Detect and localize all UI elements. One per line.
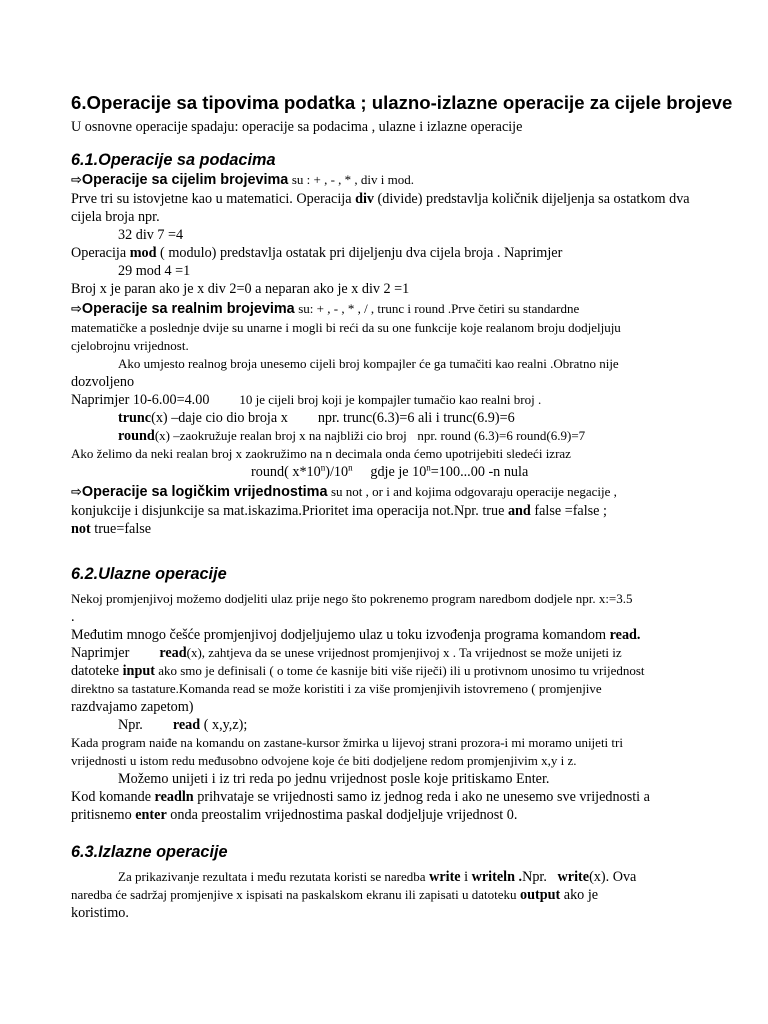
- paragraph-line: cjelobrojnu vrijednost.: [71, 338, 189, 353]
- text-span: Prve tri su istovjetne kao u matematici. Operacija: [71, 191, 352, 207]
- paragraph-line: direktno sa tastature.Komanda read se može koristiti i za više promjenjivih istovremeno ( promjenjive: [71, 681, 602, 696]
- text-span: Za prikazivanje rezultata i među rezutata koristi se naredba: [118, 869, 426, 884]
- page-title: 6.Operacije sa tipovima podatka ; ulazno-izlazne operacije za cijele brojeve: [71, 92, 733, 113]
- keyword-read: read: [172, 717, 201, 733]
- text-span: (x) –zaokružuje realan broj x na najbliži cio broj: [154, 428, 407, 443]
- paragraph-line: [71, 190, 738, 208]
- paragraph-line: [71, 788, 738, 806]
- log-subheading: Operacije sa logičkim vrijednostima: [81, 484, 328, 500]
- int-subheading: Operacije sa cijelim brojevima: [81, 172, 289, 188]
- keyword-mod: mod: [129, 245, 157, 261]
- paragraph-line: vrijednosti u istom redu međusobno odvojene koje će biti dodjeljene redom promjenjivim x,y i z.: [71, 753, 577, 768]
- arrow-right-icon: ⇨: [71, 173, 82, 188]
- text-span: i: [460, 869, 472, 885]
- text-span: gdje je 10: [352, 464, 427, 480]
- text-span: ( x,y,z);: [200, 717, 248, 733]
- log-ops-text: su not , or i and kojima odgovaraju operacije negacije ,: [331, 484, 617, 499]
- text-span: =100...00 -n nula: [430, 464, 529, 480]
- round-line: [71, 427, 738, 445]
- paragraph-line: cijela broja npr.: [71, 209, 160, 225]
- keyword-and: and: [507, 503, 531, 519]
- keyword-trunc: trunc: [118, 410, 152, 426]
- superscript: n: [348, 462, 353, 473]
- text-span: prihvataje se vrijednosti samo iz jednog reda i ako ne unesemo sve vrijednosti a: [193, 789, 650, 805]
- paragraph-line: [71, 520, 738, 538]
- text-span: Npr.: [522, 869, 547, 885]
- paragraph-line: matematičke a poslednje dvije su unarne i mogli bi reći da su one funkcije koje realanom broju dodjeljuju: [71, 320, 621, 335]
- intro-text: U osnovne operacije spadaju: operacije sa podacima , ulazne i izlazne operacije: [71, 119, 523, 135]
- text-span: )/10: [325, 464, 349, 480]
- paragraph-line: [71, 868, 738, 886]
- arrow-right-icon: ⇨: [71, 302, 82, 317]
- text-span: Kod komande: [71, 789, 151, 805]
- paragraph-line: [71, 626, 738, 644]
- paragraph-line: dozvoljeno: [71, 374, 135, 390]
- text-span: false =false ;: [530, 503, 607, 519]
- paragraph-line: .: [71, 609, 75, 625]
- log-ops-line: [71, 483, 738, 502]
- text-span: (x), zahtjeva da se unese vrijednost promjenjivoj x . Ta vrijednost se može unijeti iz: [186, 645, 622, 660]
- keyword-writeln: writeln .: [471, 869, 523, 885]
- text-span: (divide) predstavlja količnik dijeljenja sa ostatkom dva: [374, 191, 690, 207]
- paragraph-line: koristimo.: [71, 905, 129, 921]
- round-formula: [71, 463, 738, 481]
- paragraph-line: [71, 391, 738, 409]
- text-span: ako smo je definisali ( o tome će kasnije biti više riječi) ili u protivnom unosimo tu vrijednost: [154, 663, 645, 678]
- text-span: npr. round (6.3)=6 round(6.9)=7: [417, 428, 586, 443]
- int-ops-line: [71, 171, 738, 190]
- keyword-enter: enter: [135, 807, 167, 823]
- paragraph-line: razdvajamo zapetom): [71, 699, 194, 715]
- paragraph-line: [71, 806, 738, 824]
- text-span: Npr.: [118, 717, 143, 733]
- paragraph-line: [71, 886, 738, 904]
- paragraph-line: Ako želimo da neki realan broj x zaokružimo na n decimala onda ćemo upotrijebiti sledeći izraz: [71, 446, 571, 461]
- text-span: ( modulo) predstavlja ostatak pri dijeljenju dva cijela broja . Naprimjer: [156, 245, 563, 261]
- real-ops-line: [71, 300, 738, 319]
- paragraph-line: [71, 502, 738, 520]
- keyword-write: write: [557, 869, 590, 885]
- keyword-round: round: [118, 428, 155, 444]
- text-span: onda preostalim vrijednostima paskal dodjeljuje vrijednost 0.: [166, 807, 518, 823]
- real-subheading: Operacije sa realnim brojevima: [81, 301, 295, 317]
- keyword-not: not: [71, 521, 91, 537]
- paragraph-line: Kada program naiđe na komandu on zastane-kursor žmirka u lijevoj strani prozora-i mi moramo unijeti tri: [71, 735, 623, 750]
- paragraph-line: [71, 244, 738, 262]
- paragraph-line: Ako umjesto realnog broja unesemo cijeli broj kompajler će ga tumačiti kao realni .Obratno nije: [118, 356, 619, 371]
- section-heading-6-2: 6.2.Ulazne operacije: [71, 565, 227, 583]
- text-span: Naprimjer: [71, 645, 130, 661]
- text-span: (x) –daje cio dio broja x: [151, 410, 288, 426]
- keyword-div: div: [355, 191, 374, 207]
- text-span: pritisnemo: [71, 807, 132, 823]
- text-span: (x). Ova: [589, 869, 637, 885]
- text-span: Međutim mnogo češće promjenjivoj dodjeljujemo ulaz u toku izvođenja programa komandom: [71, 627, 607, 643]
- keyword-write: write: [429, 869, 461, 885]
- text-span: datoteke: [71, 663, 120, 679]
- section-heading-6-1: 6.1.Operacije sa podacima: [71, 151, 276, 169]
- keyword-read: read.: [609, 627, 641, 643]
- paragraph-line: Možemo unijeti i iz tri reda po jednu vrijednost posle koje pritiskamo Enter.: [118, 771, 550, 787]
- text-span: Naprimjer 10-6.00=4.00: [71, 392, 210, 408]
- section-heading-6-3: 6.3.Izlazne operacije: [71, 843, 228, 861]
- paragraph-line: [71, 662, 738, 680]
- keyword-read: read: [159, 645, 187, 661]
- keyword-input: input: [122, 663, 155, 679]
- text-span: round( x*10: [251, 464, 321, 480]
- text-span: true=false: [90, 521, 152, 537]
- text-span: Operacija: [71, 245, 127, 261]
- arrow-right-icon: ⇨: [71, 485, 82, 500]
- superscript: n: [320, 462, 326, 473]
- text-span: konjukcije i disjunkcije sa mat.iskazima.Prioritet ima operacija not.Npr. true: [71, 503, 505, 519]
- keyword-readln: readln: [154, 789, 194, 805]
- superscript: n: [426, 462, 431, 473]
- keyword-output: output: [520, 887, 561, 903]
- text-span: 10 je cijeli broj koji je kompajler tumačio kao realni broj .: [239, 392, 542, 407]
- text-span: ako je: [560, 887, 599, 903]
- text-span: npr. trunc(6.3)=6 ali i trunc(6.9)=6: [317, 410, 515, 426]
- paragraph-line: [71, 644, 738, 662]
- trunc-line: [71, 409, 738, 427]
- example-mod: 29 mod 4 =1: [118, 263, 191, 279]
- paragraph-line: Broj x je paran ako je x div 2=0 a neparan ako je x div 2 =1: [71, 281, 410, 297]
- example-div: 32 div 7 =4: [118, 227, 184, 243]
- paragraph-line: Nekoj promjenjivoj možemo dodjeliti ulaz prije nego što pokrenemo program naredbom dodjele npr. x:=3.5: [71, 591, 633, 606]
- real-ops-text: su: + , - , * , / , trunc i round .Prve četiri su standardne: [298, 301, 580, 316]
- text-span: naredba će sadržaj promjenjive x ispisati na paskalskom ekranu ili zapisati u datoteku: [71, 887, 517, 902]
- int-ops-text: su : + , - , * , div i mod.: [291, 172, 414, 187]
- read-example-line: [71, 716, 738, 734]
